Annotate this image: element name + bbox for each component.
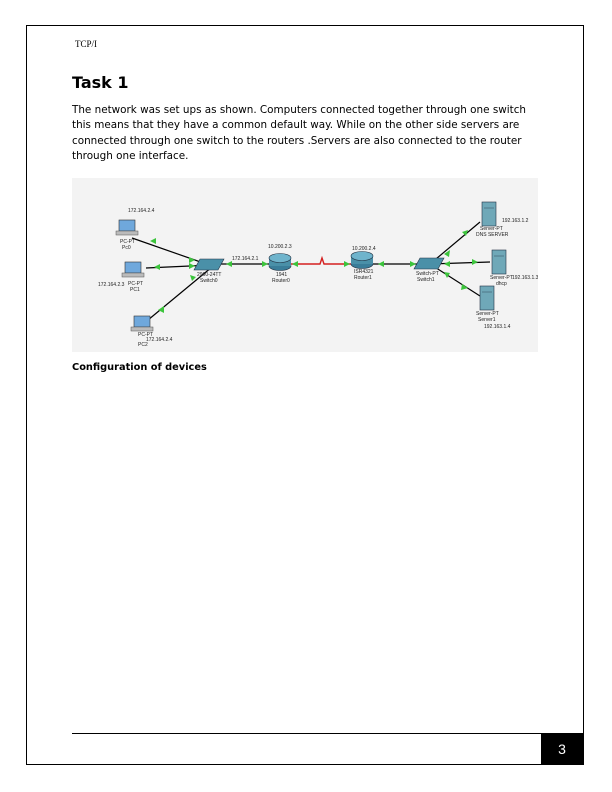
server1-ip: 192.163.1.4: [484, 324, 511, 330]
router0-type: 1941: [276, 272, 288, 278]
server1-name: Server1: [478, 317, 496, 323]
pc1-ip: 172.164.2.3: [98, 282, 125, 288]
link-router0-router1-serial: [280, 258, 362, 264]
router1-name: Router1: [354, 275, 372, 281]
dns-server-icon: [482, 202, 496, 226]
switch0-link-ip: 172.164.2.1: [232, 256, 259, 262]
dhcp-server-type: Server-PT: [490, 275, 513, 281]
pc0-name: Pc0: [122, 245, 131, 251]
router1-icon: [351, 252, 373, 269]
pc1-icon: [122, 262, 144, 277]
pc2-type: PC-PT: [138, 332, 153, 338]
dns-server-type: Server-PT: [480, 226, 503, 232]
router1-ip: 10.200.2.4: [352, 246, 376, 252]
footer-rule: [72, 733, 542, 734]
router1-type: ISR4321: [354, 269, 374, 275]
server1-icon: [480, 286, 494, 310]
network-diagram: [72, 178, 538, 352]
pc2-name: PC2: [138, 342, 148, 348]
router0-name: Router0: [272, 278, 290, 284]
router0-icon: [269, 254, 291, 271]
dhcp-server-name: dhcp: [496, 281, 507, 287]
pc0-ip: 172.164.2.4: [128, 208, 155, 214]
server1-type: Server-PT: [476, 311, 499, 317]
router0-ip: 10.200.2.3: [268, 244, 292, 250]
switch1-name: Switch1: [417, 277, 435, 283]
pc2-ip: 172.164.2.4: [146, 337, 173, 343]
pc0-icon: [116, 220, 138, 235]
config-heading: Configuration of devices: [72, 362, 207, 373]
pc2-icon: [131, 316, 153, 331]
pc1-name: PC1: [130, 287, 140, 293]
pc1-type: PC-PT: [128, 281, 143, 287]
task-title: Task 1: [72, 73, 129, 92]
switch0-name: Switch0: [200, 278, 218, 284]
body-paragraph: The network was set ups as shown. Computers connected together through one switch this means that they have a common default way. While on the other side servers are connected through one switch to the routers .Servers are also connected to the router through one interface.: [72, 104, 526, 162]
switch1-icon: [414, 258, 444, 269]
dns-server-ip: 192.163.1.2: [502, 218, 529, 224]
pc0-type: PC-PT: [120, 239, 135, 245]
switch0-type: 2960-24TT: [197, 272, 222, 278]
switch1-type: Switch-PT: [416, 271, 439, 277]
dhcp-server-icon: [492, 250, 506, 274]
dns-server-name: DNS SERVER: [476, 232, 509, 238]
running-header: TCP/I: [75, 39, 98, 49]
dhcp-server-ip: 192.163.1.3: [512, 275, 538, 281]
page-number: 3: [541, 733, 583, 764]
